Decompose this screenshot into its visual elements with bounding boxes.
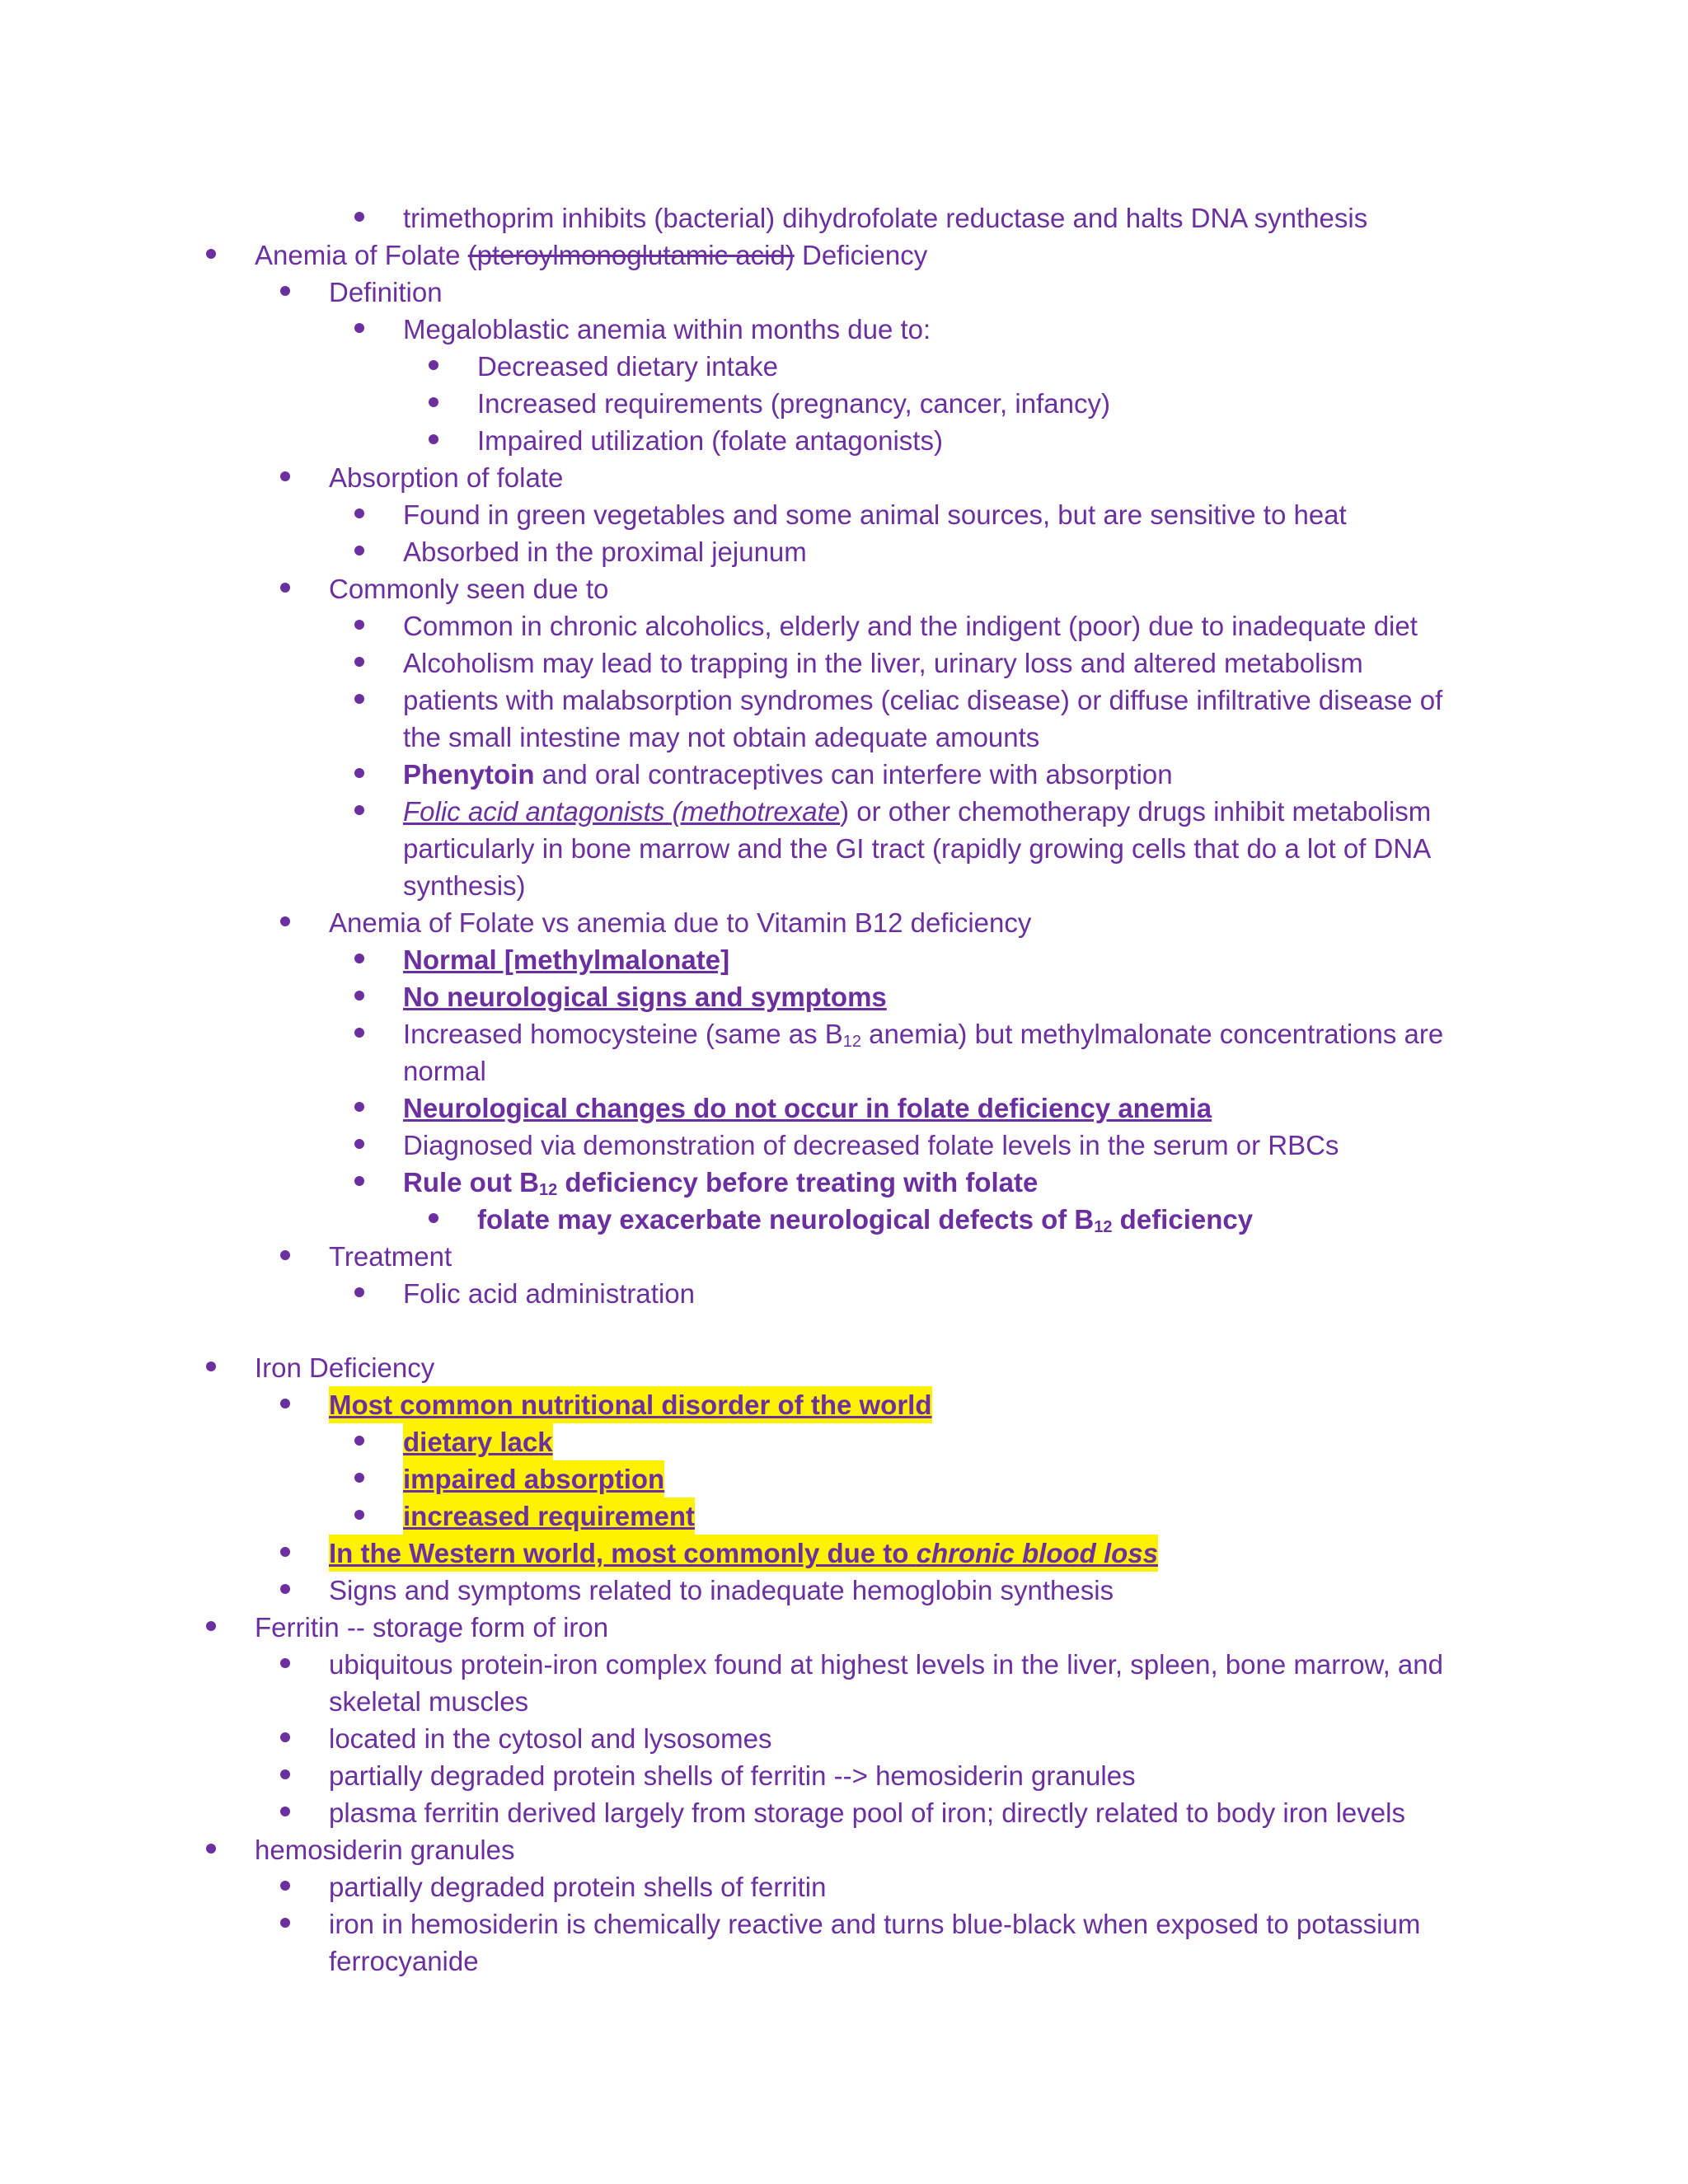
list-item-text: iron in hemosiderin is chemically reactive and turns blue-black when exposed to potassium: [329, 1909, 1421, 1939]
text-run: folate may exacerbate neurological defects of B: [477, 1204, 1095, 1235]
list-item: [0, 644, 1688, 682]
list-item-text: Diagnosed via demonstration of decreased folate levels in the serum or RBCs: [403, 1130, 1339, 1160]
list-item-text: trimethoprim inhibits (bacterial) dihydrofolate reductase and halts DNA synthesis: [403, 203, 1368, 233]
bullet-icon: [429, 422, 440, 459]
italic-text: chronic blood loss: [916, 1538, 1158, 1568]
list-item: [0, 311, 1688, 348]
bullet-icon: [206, 1349, 218, 1386]
list-item: [0, 904, 1688, 941]
list-item: [0, 682, 1688, 719]
text-run: deficiency before treating with folate: [557, 1167, 1039, 1197]
bullet-icon: [280, 1757, 292, 1794]
bullet-icon: [280, 1868, 292, 1905]
list-item-text: plasma ferritin derived largely from storage pool of iron; directly related to body iron levels: [329, 1797, 1405, 1828]
list-item: [0, 1275, 1688, 1312]
list-item-text: Impaired utilization (folate antagonists): [477, 425, 943, 456]
list-item: [0, 1757, 1688, 1794]
list-item: [0, 1164, 1688, 1201]
list-item-text: Folic acid administration: [403, 1278, 695, 1309]
bullet-icon: [429, 385, 440, 422]
bullet-icon: [206, 1609, 218, 1646]
list-item: [0, 1535, 1688, 1572]
bullet-icon: [354, 1275, 366, 1312]
highlighted-text: impaired absorption: [403, 1460, 664, 1497]
list-item-continuation: [0, 867, 1688, 904]
list-item: [0, 533, 1688, 570]
text-run: Deficiency: [794, 240, 928, 270]
bullet-icon: [280, 1572, 292, 1609]
bullet-icon: [354, 607, 366, 644]
list-item: [0, 1646, 1688, 1683]
list-item: [0, 459, 1688, 496]
subscript: 12: [842, 1033, 862, 1051]
text-run: anemia) but methylmalonate concentrations are: [861, 1019, 1444, 1049]
bullet-icon: [354, 682, 366, 719]
list-item: [0, 1868, 1688, 1905]
list-item: [0, 756, 1688, 793]
bullet-icon: [280, 904, 292, 941]
list-item-continuation: [0, 719, 1688, 756]
list-item-text: Absorbed in the proximal jejunum: [403, 537, 807, 567]
bullet-icon: [280, 459, 292, 496]
list-item-text: hemosiderin granules: [255, 1835, 515, 1865]
text-run: Increased homocysteine (same as B: [403, 1019, 843, 1049]
list-item-text: No neurological signs and symptoms: [403, 982, 887, 1012]
list-item: [0, 385, 1688, 422]
list-item-text: [403, 756, 1173, 793]
list-item: [0, 496, 1688, 533]
bullet-icon: [354, 533, 366, 570]
bullet-icon: [280, 1794, 292, 1831]
list-item-text: patients with malabsorption syndromes (celiac disease) or diffuse infiltrative disease of: [403, 685, 1443, 715]
list-item: [0, 1831, 1688, 1868]
list-item: [0, 1201, 1688, 1238]
bullet-icon: [354, 1164, 366, 1201]
list-item-text: particularly in bone marrow and the GI tract (rapidly growing cells that do a lot of DNA: [403, 833, 1432, 864]
list-item: [0, 1720, 1688, 1757]
list-item: [0, 1349, 1688, 1386]
list-item-text: Increased requirements (pregnancy, cancer, infancy): [477, 388, 1110, 419]
bullet-icon: [354, 1015, 366, 1052]
list-item: [0, 941, 1688, 978]
list-item: [0, 422, 1688, 459]
list-item: [0, 199, 1688, 237]
list-item: [0, 1609, 1688, 1646]
subscript: 12: [538, 1181, 558, 1199]
text-run: In the Western world, most commonly due to: [329, 1538, 917, 1568]
bullet-icon: [354, 793, 366, 830]
bullet-icon: [206, 1831, 218, 1868]
list-item: [0, 793, 1688, 830]
list-item: [0, 1497, 1688, 1535]
list-item-continuation: [0, 1052, 1688, 1090]
list-item: [0, 1090, 1688, 1127]
bullet-icon: [354, 1127, 366, 1164]
list-item-text: Alcoholism may lead to trapping in the liver, urinary loss and altered metabolism: [403, 648, 1363, 678]
list-item-text: partially degraded protein shells of ferritin --> hemosiderin granules: [329, 1760, 1136, 1791]
list-item: [0, 1238, 1688, 1275]
list-item: [0, 1423, 1688, 1460]
list-item: [0, 348, 1688, 385]
list-item: [0, 607, 1688, 644]
bullet-icon: [429, 348, 440, 385]
list-item-continuation: [0, 1683, 1688, 1720]
list-item-text: skeletal muscles: [329, 1686, 529, 1717]
blank-line: [0, 1312, 1688, 1349]
list-item-text: partially degraded protein shells of ferritin: [329, 1872, 827, 1902]
list-item-text: synthesis): [403, 870, 526, 901]
list-item: [0, 1127, 1688, 1164]
list-item-text: [477, 1201, 1253, 1238]
text-run: deficiency: [1112, 1204, 1254, 1235]
highlighted-text: Most common nutritional disorder of the world: [329, 1386, 932, 1423]
list-item: [0, 570, 1688, 607]
bullet-icon: [280, 570, 292, 607]
list-item: [0, 1572, 1688, 1609]
list-item-text: Absorption of folate: [329, 462, 564, 493]
list-item-text: Treatment: [329, 1241, 452, 1272]
bullet-icon: [354, 644, 366, 682]
list-item-text: Definition: [329, 277, 443, 307]
bullet-icon: [354, 1460, 366, 1497]
list-item-continuation: [0, 1943, 1688, 1980]
bullet-icon: [280, 274, 292, 311]
list-item-text: [403, 1164, 1038, 1201]
bullet-icon: [354, 496, 366, 533]
list-item-text: Signs and symptoms related to inadequate hemoglobin synthesis: [329, 1575, 1114, 1605]
list-item-text: Found in green vegetables and some animal sources, but are sensitive to heat: [403, 499, 1347, 530]
highlighted-text: dietary lack: [403, 1423, 553, 1460]
list-item: [0, 237, 1688, 274]
bullet-icon: [280, 1905, 292, 1943]
list-item: [0, 1386, 1688, 1423]
list-item-text: normal: [403, 1056, 486, 1086]
list-item-text: [403, 1015, 1443, 1052]
list-item: [0, 1460, 1688, 1497]
bullet-icon: [354, 199, 366, 237]
list-item-text: Normal [methylmalonate]: [403, 944, 730, 975]
bullet-icon: [206, 237, 218, 274]
text-run: Rule out B: [403, 1167, 539, 1197]
bullet-icon: [429, 1201, 440, 1238]
list-item-text: Iron Deficiency: [255, 1352, 435, 1383]
text-run: and oral contraceptives can interfere with absorption: [534, 759, 1173, 790]
list-item-text: ferrocyanide: [329, 1946, 479, 1976]
list-item-text: [403, 793, 1431, 830]
bullet-icon: [354, 311, 366, 348]
list-item: [0, 274, 1688, 311]
list-item-text: ubiquitous protein-iron complex found at highest levels in the liver, spleen, bone marrow, and: [329, 1649, 1443, 1680]
list-item-continuation: [0, 830, 1688, 867]
highlighted-text: increased requirement: [403, 1497, 695, 1535]
text-run: Anemia of Folate: [255, 240, 468, 270]
list-item-text: Commonly seen due to: [329, 574, 609, 604]
list-item: [0, 1794, 1688, 1831]
bold-text: Phenytoin: [403, 759, 535, 790]
bullet-icon: [280, 1238, 292, 1275]
bullet-icon: [354, 1497, 366, 1535]
subscript: 12: [1094, 1218, 1113, 1236]
bullet-icon: [354, 756, 366, 793]
bullet-icon: [354, 1090, 366, 1127]
list-item-text: the small intestine may not obtain adequate amounts: [403, 722, 1040, 752]
list-item-text: located in the cytosol and lysosomes: [329, 1723, 772, 1754]
text-run: ) or other chemotherapy drugs inhibit metabolism: [840, 796, 1432, 827]
list-item: [0, 1015, 1688, 1052]
bullet-icon: [354, 978, 366, 1015]
bullet-icon: [280, 1535, 292, 1572]
strikethrough-text: (pteroylmonoglutamic acid): [467, 240, 795, 270]
list-item-text: Ferritin -- storage form of iron: [255, 1612, 609, 1643]
list-item-text: [255, 237, 927, 274]
list-item-text: Common in chronic alcoholics, elderly and the indigent (poor) due to inadequate diet: [403, 611, 1418, 641]
list-item: [0, 1905, 1688, 1943]
list-item-text: Decreased dietary intake: [477, 351, 779, 382]
list-item: [0, 978, 1688, 1015]
bullet-icon: [354, 941, 366, 978]
list-item-text: Anemia of Folate vs anemia due to Vitamin B12 deficiency: [329, 907, 1032, 938]
list-item-text: Megaloblastic anemia within months due to:: [403, 314, 931, 344]
bullet-icon: [280, 1386, 292, 1423]
bullet-icon: [280, 1720, 292, 1757]
bullet-icon: [354, 1423, 366, 1460]
italic-underlined-text: Folic acid antagonists (methotrexate: [403, 796, 841, 827]
highlighted-text: [329, 1535, 1158, 1572]
list-item-text: Neurological changes do not occur in folate deficiency anemia: [403, 1093, 1212, 1123]
bullet-icon: [280, 1646, 292, 1683]
document-page: [0, 199, 1688, 1980]
